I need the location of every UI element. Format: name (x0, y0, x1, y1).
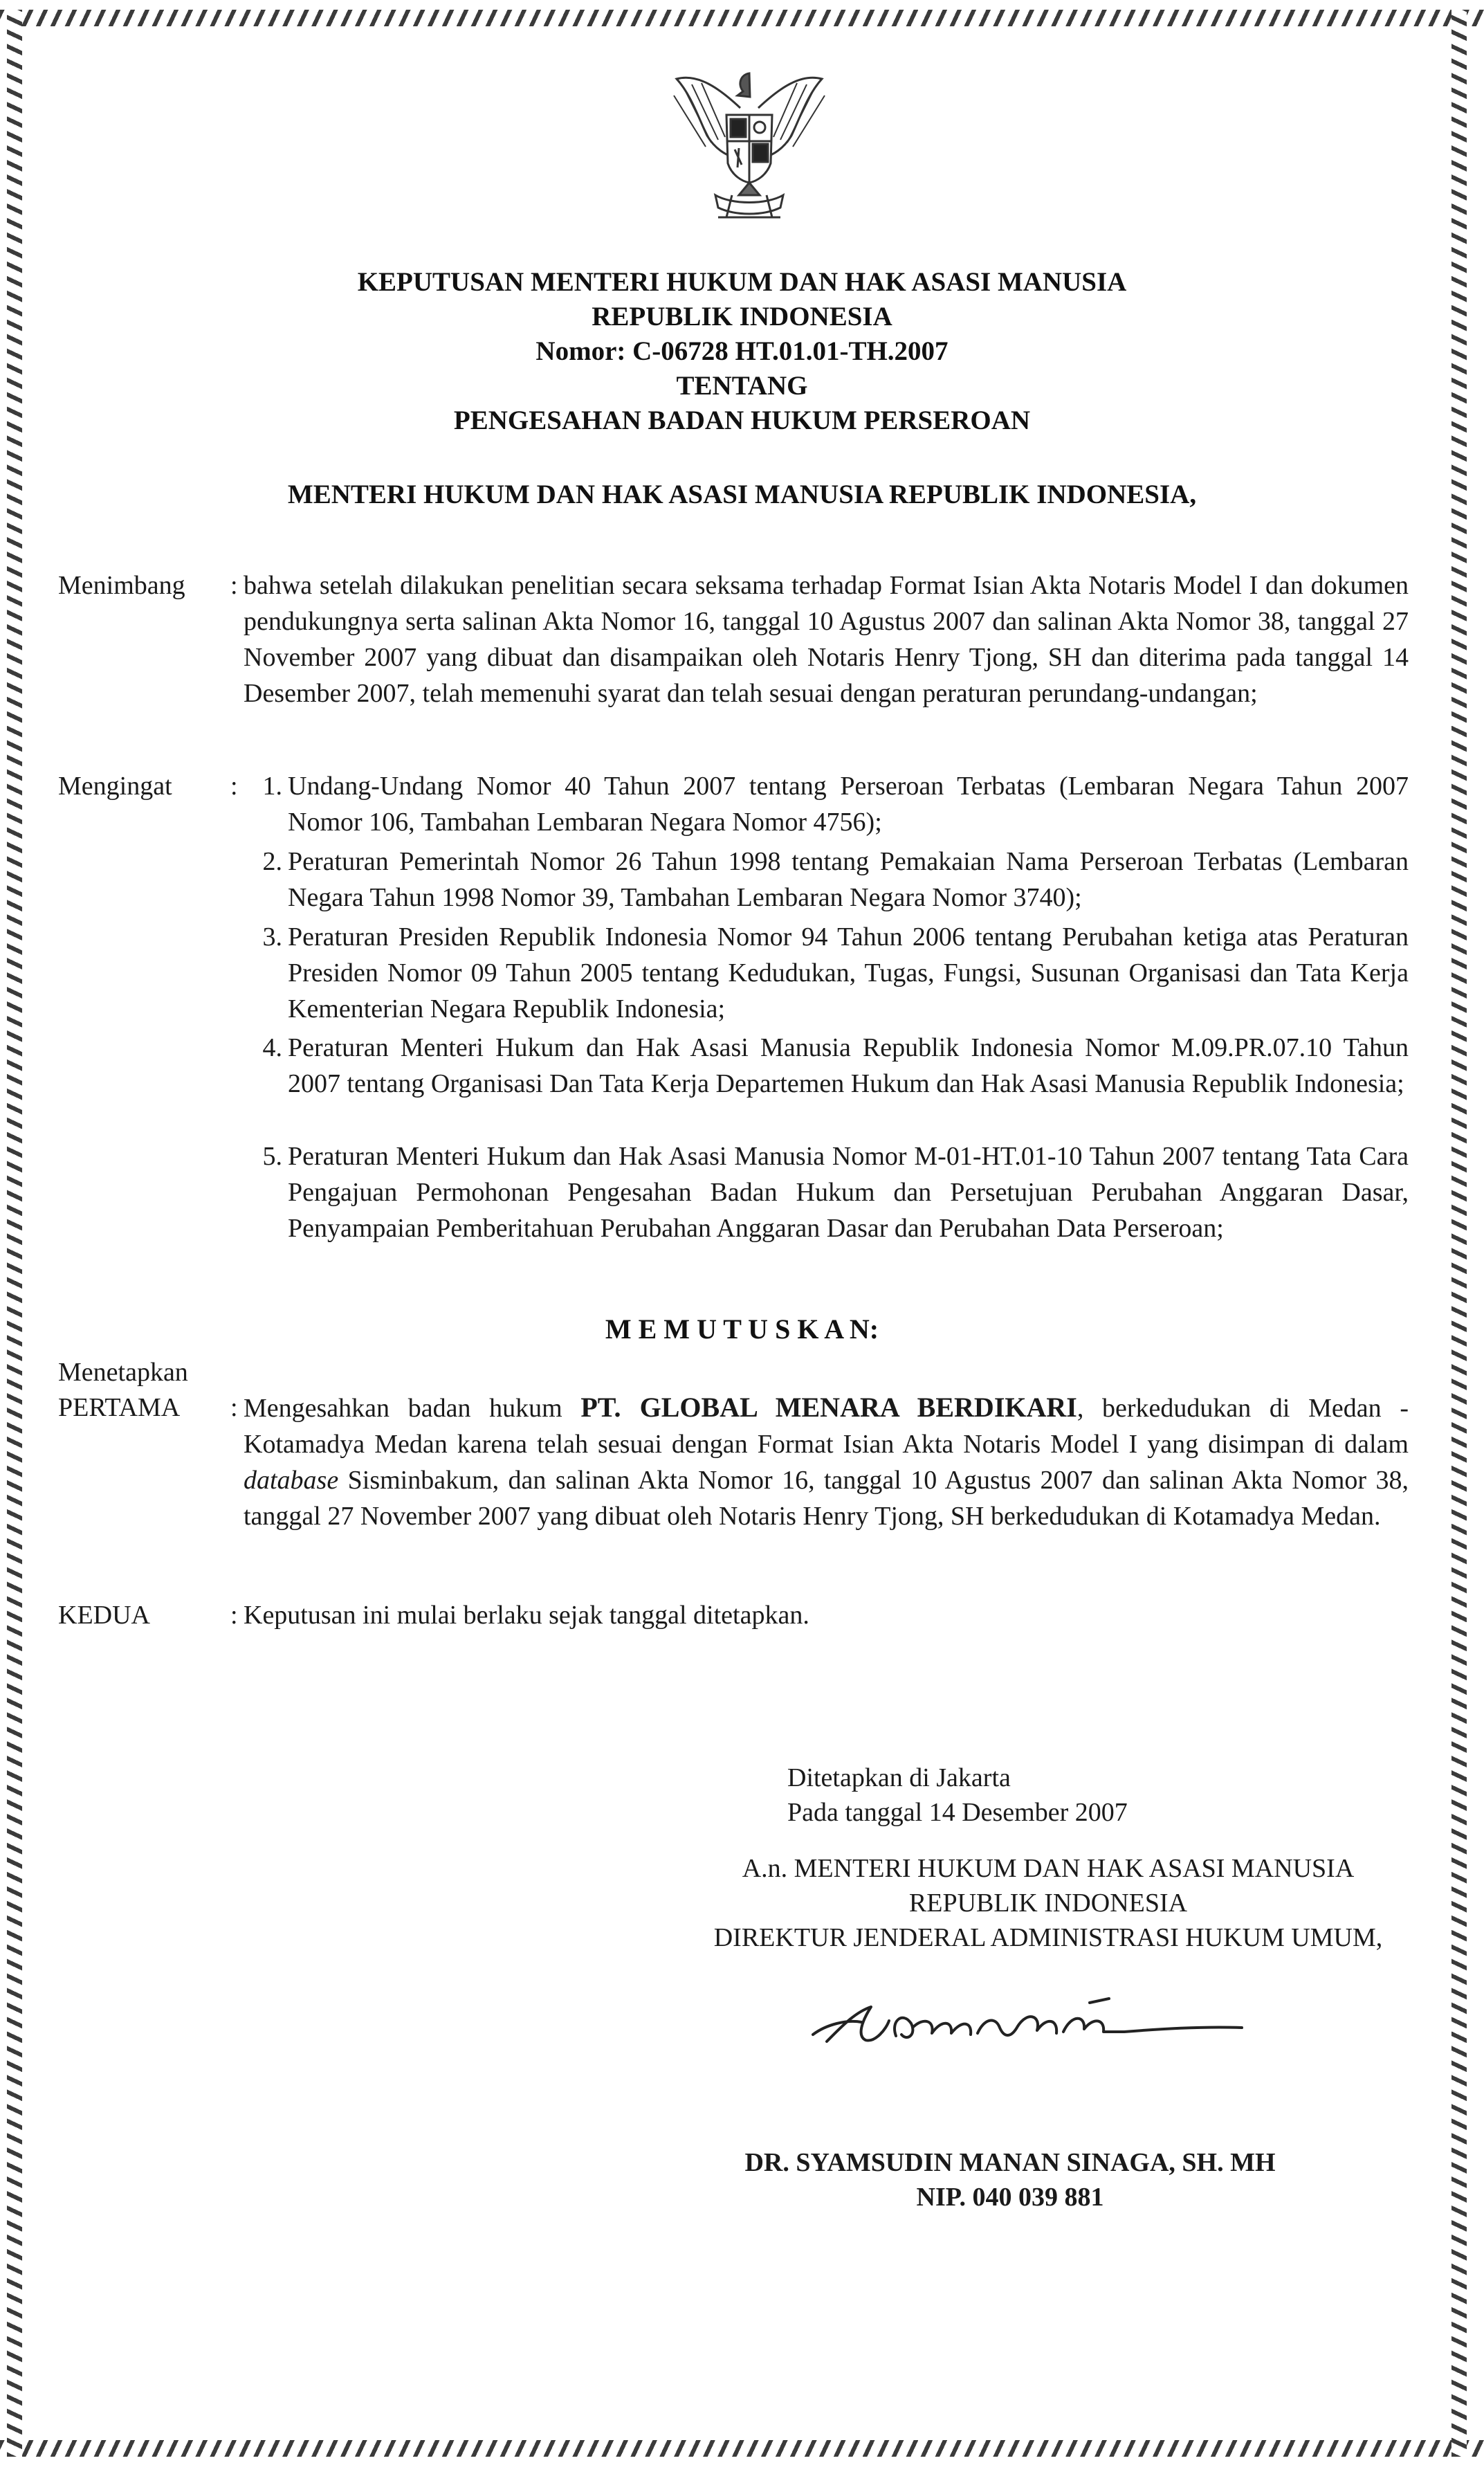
decree-title-line2: REPUBLIK INDONESIA (592, 302, 892, 331)
signature-date: Pada tanggal 14 Desember 2007 (787, 1798, 1128, 1827)
decree-title-block (138, 265, 1346, 438)
menimbang-text: bahwa setelah dilakukan penelitian secara seksama terhadap Format Isian Akta Notaris Model I dan dokumen pendukungnya serta salinan Akta Nomor 16, tanggal 10 Agustus 2007 dan salinan Akta Nomor 38, tanggal 27 November 2007 yang dibuat dan disampaikan oleh Notaris Henry Tjong, SH dan diterima pada tanggal 14 Desember 2007, telah memenuhi syarat dan telah sesuai dengan peraturan perundang-undangan; (244, 571, 1409, 708)
database-term: database (244, 1466, 339, 1495)
pertama-colon: : (230, 1393, 238, 1422)
signature-place: Ditetapkan di Jakarta (787, 1763, 1011, 1792)
company-name: PT. GLOBAL MENARA BERDIKARI (580, 1392, 1077, 1423)
menimbang-label: Menimbang (58, 571, 185, 600)
pertama-text-before: Mengesahkan badan hukum (244, 1394, 581, 1423)
pertama-text (244, 1390, 1409, 1534)
handwritten-signature-icon (799, 1986, 1270, 2062)
signer-name: DR. SYAMSUDIN MANAN SINAGA, SH. MH (744, 2148, 1276, 2177)
menetapkan-label: Menetapkan (58, 1358, 188, 1387)
mengingat-label: Mengingat (58, 772, 172, 801)
decree-title-line1: KEPUTUSAN MENTERI HUKUM DAN HAK ASASI MANUSIA (357, 267, 1127, 297)
pertama-text-mid: , berkedudukan di Medan - Kotamadya Medan karena telah sesuai dengan Format Isian Akta Notaris Model I yang disimpan di dalam (244, 1394, 1409, 1459)
decree-number: Nomor: C-06728 HT.01.01-TH.2007 (535, 336, 949, 366)
mengingat-item-1-num: 1. (262, 772, 282, 801)
border-top (0, 10, 1484, 26)
minister-title: MENTERI HUKUM DAN HAK ASASI MANUSIA REPUBLIK INDONESIA, (287, 480, 1197, 509)
decree-subject: PENGESAHAN BADAN HUKUM PERSEROAN (453, 406, 1031, 435)
mengingat-item-5-num: 5. (262, 1142, 282, 1171)
mengingat-item-4-text: Peraturan Menteri Hukum dan Hak Asasi Manusia Republik Indonesia Nomor M.09.PR.07.10 Tahun 2007 tentang Organisasi Dan Tata Kerja Departemen Hukum dan Hak Asasi Manusia Republik Indonesia; (288, 1033, 1409, 1098)
mengingat-item-1-text: Undang-Undang Nomor 40 Tahun 2007 tentang Perseroan Terbatas (Lembaran Negara Tahun 2007 Nomor 106, Tambahan Lembaran Negara Nomor 4756); (288, 772, 1409, 837)
menimbang-colon: : (230, 571, 238, 600)
pertama-label: PERTAMA (58, 1393, 181, 1422)
signer-block (664, 2145, 1356, 2214)
mengingat-item-3-text: Peraturan Presiden Republik Indonesia Nomor 94 Tahun 2006 tentang Perubahan ketiga atas Peraturan Presiden Nomor 09 Tahun 2005 tentang Kedudukan, Tugas, Fungsi, Susunan Organisasi dan Tata Kerja Kementerian Negara Republik Indonesia; (288, 922, 1409, 1024)
authority-line1: A.n. MENTERI HUKUM DAN HAK ASASI MANUSIA (742, 1854, 1355, 1883)
authority-line3: DIREKTUR JENDERAL ADMINISTRASI HUKUM UMUM, (713, 1923, 1383, 1952)
authority-line2: REPUBLIK INDONESIA (908, 1889, 1188, 1918)
garuda-emblem-icon (649, 60, 850, 226)
kedua-label: KEDUA (58, 1601, 150, 1630)
signature-authority-block (616, 1851, 1481, 1955)
mengingat-item-3-num: 3. (262, 922, 282, 952)
signer-nip: NIP. 040 039 881 (916, 2183, 1104, 2212)
memutuskan-text: M E M U T U S K A N: (605, 1313, 879, 1345)
mengingat-item-2-text: Peraturan Pemerintah Nomor 26 Tahun 1998 tentang Pemakaian Nama Perseroan Terbatas (Lembaran Negara Tahun 1998 Nomor 39, Tambahan Lembaran Negara Nomor 3740); (288, 847, 1409, 912)
decree-tentang: TENTANG (676, 371, 808, 401)
border-bottom (0, 2440, 1484, 2457)
mengingat-item-5-text: Peraturan Menteri Hukum dan Hak Asasi Manusia Nomor M-01-HT.01-10 Tahun 2007 tentang Tata Cara Pengajuan Permohonan Pengesahan Badan Hukum dan Persetujuan Perubahan Anggaran Dasar, Penyampaian Pemberitahuan Perubahan Anggaran Dasar dan Perubahan Data Perseroan; (288, 1142, 1409, 1243)
border-left (7, 10, 22, 2457)
kedua-colon: : (230, 1601, 238, 1630)
mengingat-colon: : (230, 772, 238, 801)
memutuskan-heading (138, 1312, 1346, 1347)
mengingat-item-2-num: 2. (262, 847, 282, 876)
pertama-text-after: Sisminbakum, dan salinan Akta Nomor 16, tanggal 10 Agustus 2007 dan salinan Akta Nomor 38, tanggal 27 November 2007 yang dibuat oleh Notaris Henry Tjong, SH berkedudukan di Kotamadya Medan. (244, 1466, 1409, 1531)
mengingat-item-4-num: 4. (262, 1033, 282, 1062)
minister-line (138, 478, 1346, 512)
kedua-text: Keputusan ini mulai berlaku sejak tanggal ditetapkan. (244, 1601, 809, 1630)
border-right (1451, 10, 1467, 2457)
